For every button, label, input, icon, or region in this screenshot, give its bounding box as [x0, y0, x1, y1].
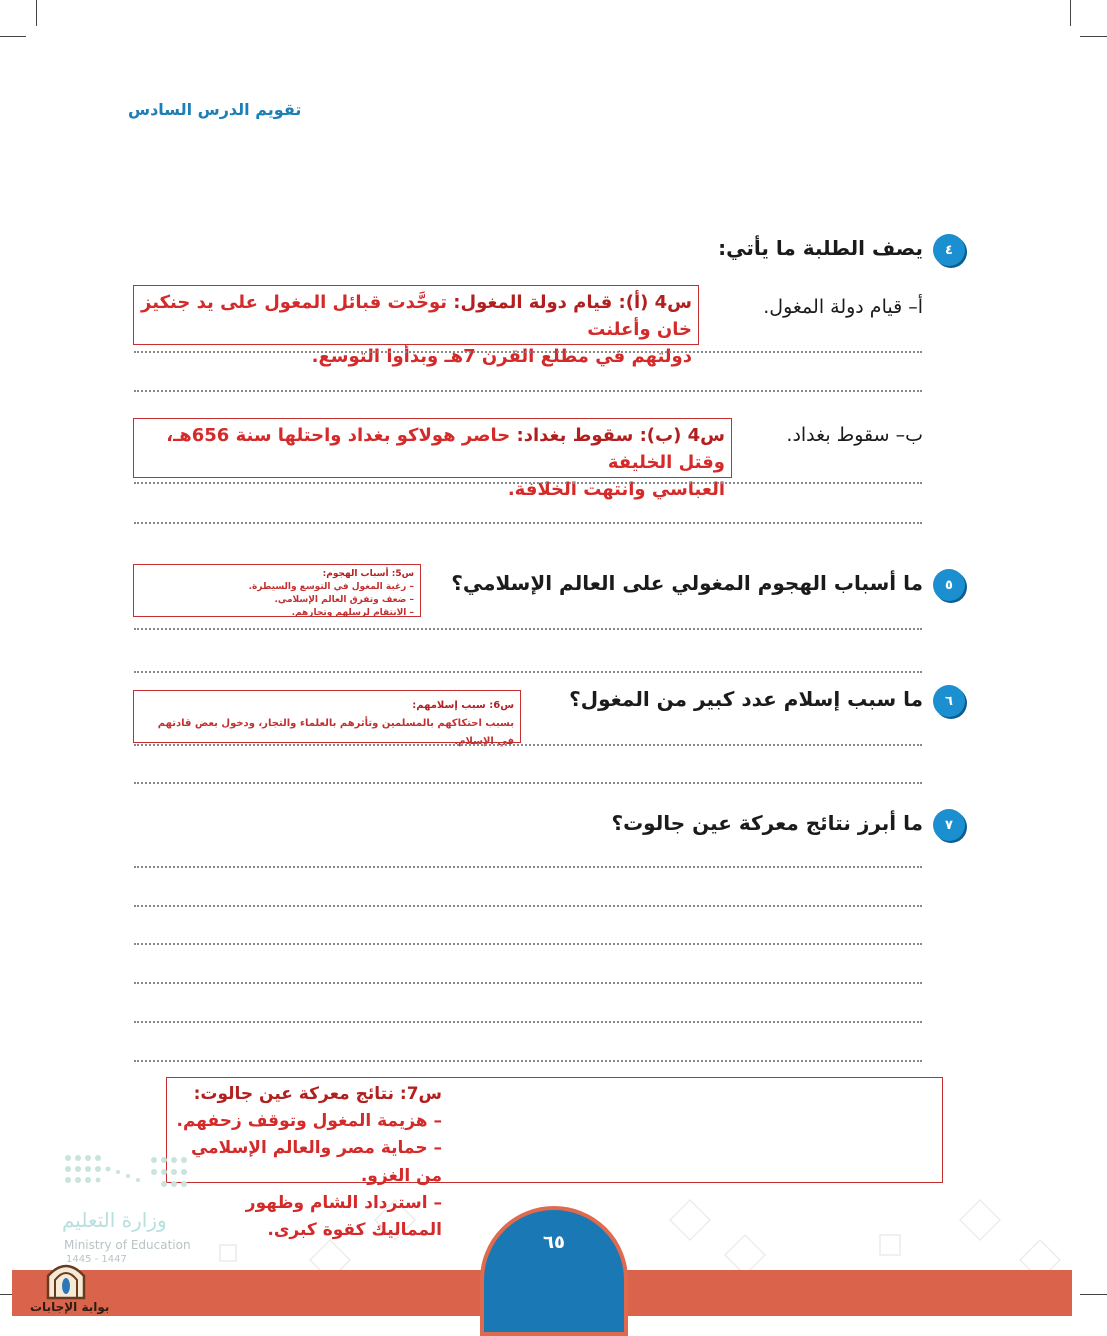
- portal-name: بوابة الإجابات: [30, 1300, 110, 1314]
- answer-item: – ضعف وتفرق العالم الإسلامي.: [274, 595, 414, 606]
- answer-item: – الانتقام لرسلهم وتجارهم.: [291, 608, 414, 619]
- question-number-badge: ٥: [933, 569, 965, 601]
- crop-mark: [1070, 0, 1071, 26]
- answer-box-4a: [133, 285, 699, 367]
- answer-dotted-line: [134, 522, 922, 524]
- portal-logo-icon: [44, 1256, 88, 1300]
- sub-question-b: ب– سقوط بغداد.: [786, 424, 923, 446]
- page-number: ٦٥: [543, 1232, 565, 1253]
- crop-mark: [1080, 36, 1107, 37]
- answer-dotted-line: [134, 390, 922, 392]
- question-text: ما سبب إسلام عدد كبير من المغول؟: [569, 687, 923, 711]
- answer-label: س4 (ب): سقوط بغداد:: [516, 425, 725, 446]
- question-5: [451, 571, 953, 595]
- answer-box-4b: [133, 418, 732, 500]
- crop-mark: [0, 36, 26, 37]
- question-text: ما أبرز نتائج معركة عين جالوت؟: [611, 811, 923, 835]
- answer-label: س6: سبب إسلامهم:: [412, 700, 514, 711]
- answer-dotted-line: [134, 482, 922, 484]
- answer-box-5: [133, 564, 421, 617]
- answer-line: حاصر هولاكو بغداد واحتلها سنة 656هـ، وقتل الخليفة: [166, 425, 725, 473]
- answer-line: العباسي وانتهت الخلافة.: [507, 479, 725, 500]
- question-text: يصف الطلبة ما يأتي:: [718, 236, 923, 260]
- question-number-badge: ٧: [933, 809, 965, 841]
- ministry-name-arabic: وزارة التعليم: [62, 1208, 167, 1232]
- question-number-badge: ٦: [933, 685, 965, 717]
- answer-text: بسبب احتكاكهم بالمسلمين وتأثرهم بالعلماء والتجار، ودخول بعض قادتهم في الإسلام.: [157, 718, 514, 747]
- answer-item: – رغبة المغول في التوسع والسيطرة.: [248, 582, 414, 593]
- answer-dotted-line: [134, 1060, 922, 1062]
- question-6: [569, 687, 953, 711]
- question-text: ما أسباب الهجوم المغولي على العالم الإسلامي؟: [451, 571, 923, 595]
- ministry-logo-dots: [62, 1150, 202, 1200]
- question-7: [611, 811, 953, 835]
- question-number-badge: ٤: [933, 234, 965, 266]
- sub-question-a: أ– قيام دولة المغول.: [763, 296, 923, 318]
- answer-dotted-line: [134, 1021, 922, 1023]
- answer-dotted-line: [134, 744, 922, 746]
- answer-dotted-line: [134, 943, 922, 945]
- lesson-title: تقويم الدرس السادس: [128, 100, 302, 119]
- answer-dotted-line: [134, 905, 922, 907]
- ministry-name-english: Ministry of Education: [64, 1238, 191, 1252]
- crop-mark: [1080, 1294, 1107, 1295]
- answer-dotted-line: [134, 866, 922, 868]
- answer-label: س4 (أ): قيام دولة المغول:: [453, 292, 692, 313]
- crop-mark: [36, 0, 37, 26]
- academic-year: 1445 - 1447: [66, 1254, 127, 1265]
- answer-dotted-line: [134, 671, 922, 673]
- answer-line: دولتهم في مطلع القرن 7هـ وبدأوا التوسع.: [311, 346, 692, 367]
- answer-line: توحَّدت قبائل المغول على يد جنكيز خان وأعلنت: [141, 292, 692, 340]
- answer-item: – استرداد الشام وظهور المماليك كقوة كبرى.: [245, 1192, 442, 1240]
- answer-dotted-line: [134, 982, 922, 984]
- answer-dotted-line: [134, 628, 922, 630]
- answer-label: س5: أسباب الهجوم:: [322, 569, 414, 579]
- answer-box-6: [133, 690, 521, 747]
- answer-label: س7: نتائج معركة عين جالوت:: [193, 1084, 442, 1104]
- answer-dotted-line: [134, 782, 922, 784]
- answer-box-7: [166, 1077, 943, 1240]
- question-4: [718, 236, 953, 260]
- answer-item: – هزيمة المغول وتوقف زحفهم.: [176, 1111, 442, 1132]
- answer-item: – حماية مصر والعالم الإسلامي من الغزو.: [190, 1138, 442, 1186]
- answer-dotted-line: [134, 351, 922, 353]
